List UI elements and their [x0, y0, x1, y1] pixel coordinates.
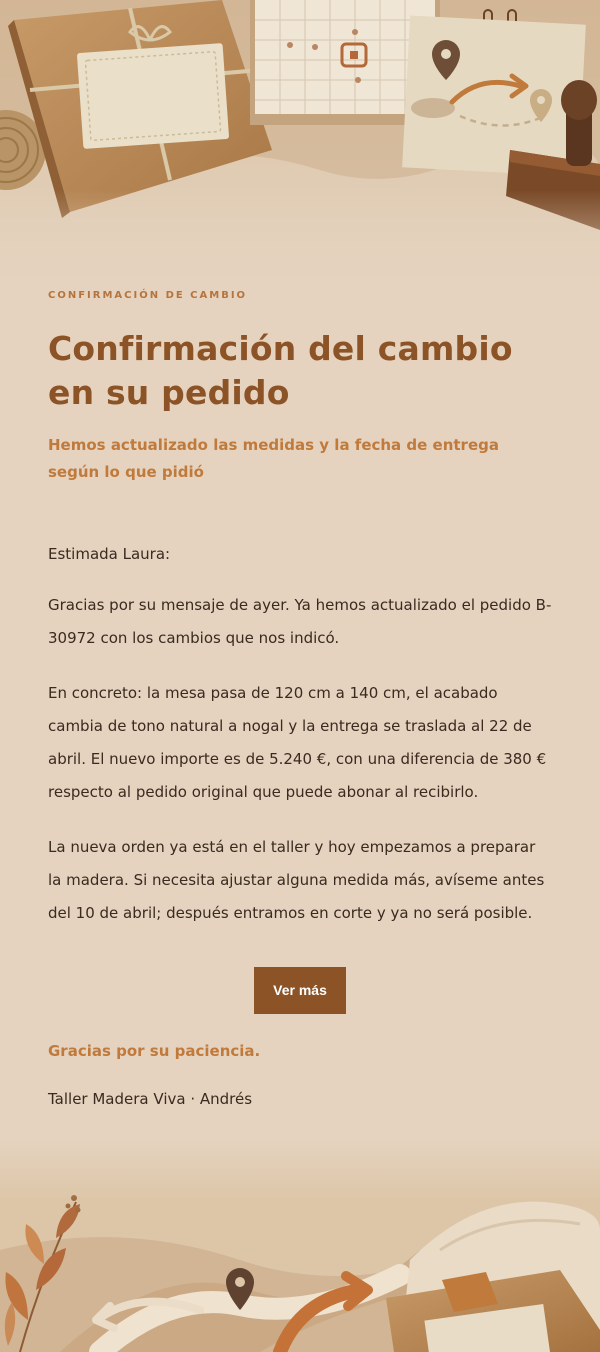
paragraph: La nueva orden ya está en el taller y hoy empezamos a preparar la madera. Si necesita ajustar alguna medida más, avíseme antes del 10 de abril; después entramos en corte y ya no será posible. [48, 838, 545, 922]
greeting: Estimada Laura: [48, 545, 171, 563]
closing-thanks: Gracias por su paciencia. [48, 1042, 261, 1060]
paragraph: Gracias por su mensaje de ayer. Ya hemos actualizado el pedido B-30972 con los cambios que nos indicó. [48, 596, 552, 647]
map-card [402, 15, 586, 176]
email-content [48, 290, 552, 1108]
page-title: Confirmación del cambio en su pedido [48, 329, 513, 412]
see-more-button[interactable]: Ver más [254, 967, 346, 1014]
footer-illustration [0, 1140, 600, 1352]
hero-illustration [0, 0, 600, 300]
eyebrow-label: CONFIRMACIÓN DE CAMBIO [48, 290, 248, 301]
signature: Taller Madera Viva · Andrés [48, 1090, 253, 1108]
subtitle: Hemos actualizado las medidas y la fecha de entrega según lo que pidió [48, 436, 499, 481]
cta-container [48, 967, 552, 1014]
paragraph: En concreto: la mesa pasa de 120 cm a 140 cm, el acabado cambia de tono natural a nogal y la entrega se traslada al 22 de abril. El nuevo importe es de 5.240 €, con una diferencia de 380 € respecto al pedido original que puede abonar al recibirlo. [48, 684, 547, 801]
